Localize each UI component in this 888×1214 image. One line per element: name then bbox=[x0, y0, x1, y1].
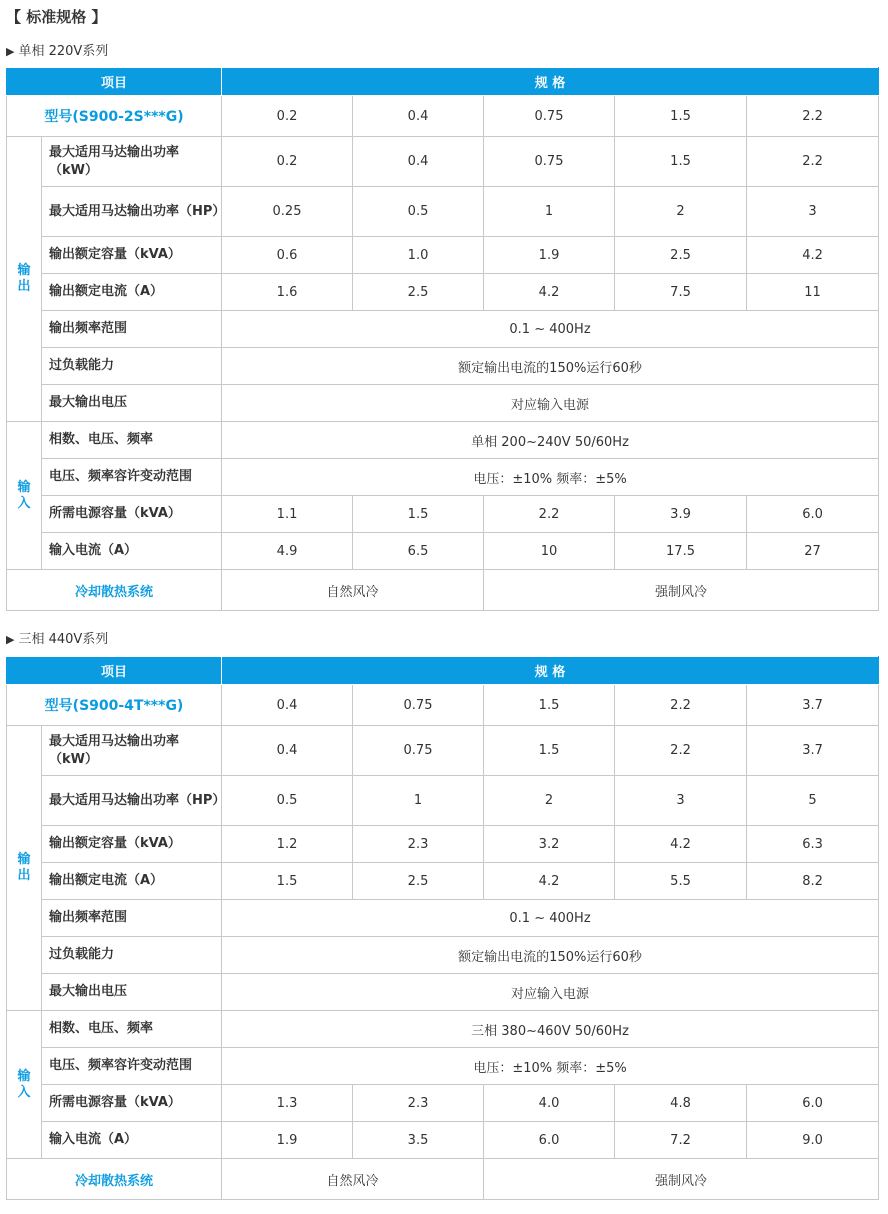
model-value: 0.75 bbox=[484, 96, 615, 137]
cell-value: 3.5 bbox=[353, 1122, 484, 1159]
spec-table-440v bbox=[6, 656, 879, 1200]
cell-value: 2.5 bbox=[353, 274, 484, 311]
model-value: 2.2 bbox=[615, 685, 747, 726]
cell-value: 6.0 bbox=[747, 496, 879, 533]
model-value: 3.7 bbox=[747, 685, 879, 726]
row-label: 输入电流（A） bbox=[42, 1122, 222, 1159]
input-group-cell bbox=[7, 422, 42, 570]
cell-span-value: 额定输出电流的150%运行60秒 bbox=[222, 937, 879, 974]
cell-value: 6.5 bbox=[353, 533, 484, 570]
series-title bbox=[6, 630, 108, 650]
triangle-right-icon: ▶ bbox=[6, 45, 15, 58]
triangle-right-icon: ▶ bbox=[6, 633, 15, 646]
model-value: 0.75 bbox=[353, 685, 484, 726]
cell-value: 0.5 bbox=[222, 776, 353, 826]
cell-value: 17.5 bbox=[615, 533, 747, 570]
cell-value: 1 bbox=[353, 776, 484, 826]
output-group-cell bbox=[7, 726, 42, 1011]
table-row bbox=[7, 1048, 879, 1085]
row-label: 最大输出电压 bbox=[42, 974, 222, 1011]
row-label: 电压、频率容许变动范围 bbox=[42, 459, 222, 496]
table-row bbox=[7, 937, 879, 974]
input-group-label: 输入 bbox=[17, 1068, 31, 1100]
table-row bbox=[7, 311, 879, 348]
cell-span-value: 额定输出电流的150%运行60秒 bbox=[222, 348, 879, 385]
input-group-label: 输入 bbox=[17, 479, 31, 511]
table-row bbox=[7, 459, 879, 496]
cell-value: 6.3 bbox=[747, 826, 879, 863]
cell-value: 1.5 bbox=[353, 496, 484, 533]
model-value: 0.4 bbox=[222, 685, 353, 726]
row-label: 输出频率范围 bbox=[42, 311, 222, 348]
cell-value: 1.9 bbox=[484, 237, 615, 274]
cell-span-value: 电压：±10% 频率：±5% bbox=[222, 1048, 879, 1085]
series-title bbox=[6, 42, 108, 62]
cell-value: 4.8 bbox=[615, 1085, 747, 1122]
cell-value: 2.2 bbox=[484, 496, 615, 533]
table-row bbox=[7, 776, 879, 826]
row-label: 最大适用马达输出功率（HP） bbox=[42, 776, 222, 826]
header-spec: 规 格 bbox=[222, 657, 879, 685]
table-row bbox=[7, 348, 879, 385]
cell-span-value: 对应输入电源 bbox=[222, 385, 879, 422]
cell-value: 6.0 bbox=[484, 1122, 615, 1159]
row-label: 过负载能力 bbox=[42, 348, 222, 385]
row-label: 相数、电压、频率 bbox=[42, 422, 222, 459]
spec-table-220v bbox=[6, 67, 879, 611]
cell-span-value: 0.1 ~ 400Hz bbox=[222, 900, 879, 937]
row-label: 电压、频率容许变动范围 bbox=[42, 1048, 222, 1085]
row-label: 输出额定电流（A） bbox=[42, 274, 222, 311]
row-label: 输出额定容量（kVA） bbox=[42, 237, 222, 274]
cooling-label: 冷却散热系统 bbox=[7, 570, 222, 611]
cell-value: 1.2 bbox=[222, 826, 353, 863]
cell-value: 1.6 bbox=[222, 274, 353, 311]
cell-value: 2.2 bbox=[747, 137, 879, 187]
model-value: 2.2 bbox=[747, 96, 879, 137]
cell-value: 4.2 bbox=[747, 237, 879, 274]
cell-value: 0.2 bbox=[222, 137, 353, 187]
table-row bbox=[7, 900, 879, 937]
table-row bbox=[7, 237, 879, 274]
cell-value: 8.2 bbox=[747, 863, 879, 900]
model-label: 型号(S900-2S***G) bbox=[7, 96, 222, 137]
row-label: 过负载能力 bbox=[42, 937, 222, 974]
cell-value: 6.0 bbox=[747, 1085, 879, 1122]
cell-value: 1.1 bbox=[222, 496, 353, 533]
table-row bbox=[7, 137, 879, 187]
row-label: 输入电流（A） bbox=[42, 533, 222, 570]
cell-value: 10 bbox=[484, 533, 615, 570]
cell-value: 0.75 bbox=[353, 726, 484, 776]
cooling-forced: 强制风冷 bbox=[484, 1159, 879, 1200]
cell-value: 0.75 bbox=[484, 137, 615, 187]
cooling-natural: 自然风冷 bbox=[222, 1159, 484, 1200]
cell-value: 1.0 bbox=[353, 237, 484, 274]
cell-value: 0.5 bbox=[353, 187, 484, 237]
model-row bbox=[7, 96, 879, 137]
cell-value: 4.0 bbox=[484, 1085, 615, 1122]
cell-span-value: 单相 200~240V 50/60Hz bbox=[222, 422, 879, 459]
model-value: 0.4 bbox=[353, 96, 484, 137]
cell-value: 9.0 bbox=[747, 1122, 879, 1159]
row-label: 最大适用马达输出功率（kW） bbox=[42, 726, 222, 776]
row-label: 输出频率范围 bbox=[42, 900, 222, 937]
cell-value: 7.2 bbox=[615, 1122, 747, 1159]
input-group-cell bbox=[7, 1011, 42, 1159]
header-spec: 规 格 bbox=[222, 68, 879, 96]
header-item: 项目 bbox=[7, 657, 222, 685]
cell-value: 3.9 bbox=[615, 496, 747, 533]
cell-value: 11 bbox=[747, 274, 879, 311]
cell-value: 1.5 bbox=[615, 137, 747, 187]
cell-value: 3.7 bbox=[747, 726, 879, 776]
cell-value: 4.2 bbox=[484, 274, 615, 311]
row-label: 最大适用马达输出功率（kW） bbox=[42, 137, 222, 187]
table-row bbox=[7, 533, 879, 570]
cell-value: 0.4 bbox=[353, 137, 484, 187]
cooling-natural: 自然风冷 bbox=[222, 570, 484, 611]
cell-value: 2.5 bbox=[353, 863, 484, 900]
cell-span-value: 0.1 ~ 400Hz bbox=[222, 311, 879, 348]
table-header-row bbox=[7, 68, 879, 96]
model-value: 1.5 bbox=[484, 685, 615, 726]
cell-value: 2.3 bbox=[353, 1085, 484, 1122]
row-label: 输出额定电流（A） bbox=[42, 863, 222, 900]
output-group-label: 输出 bbox=[17, 263, 31, 294]
table-row bbox=[7, 1122, 879, 1159]
row-label: 相数、电压、频率 bbox=[42, 1011, 222, 1048]
table-row bbox=[7, 274, 879, 311]
cell-value: 1.3 bbox=[222, 1085, 353, 1122]
series-title-text: 三相 440V系列 bbox=[18, 632, 109, 647]
cell-span-value: 三相 380~460V 50/60Hz bbox=[222, 1011, 879, 1048]
cell-value: 4.9 bbox=[222, 533, 353, 570]
cell-value: 4.2 bbox=[615, 826, 747, 863]
cell-value: 5 bbox=[747, 776, 879, 826]
cell-value: 2.2 bbox=[615, 726, 747, 776]
row-label: 输出额定容量（kVA） bbox=[42, 826, 222, 863]
cooling-row bbox=[7, 1159, 879, 1200]
output-group-label: 输出 bbox=[17, 852, 31, 883]
model-value: 0.2 bbox=[222, 96, 353, 137]
cell-value: 2.5 bbox=[615, 237, 747, 274]
cell-value: 3 bbox=[747, 187, 879, 237]
page-title: 【 标准规格 】 bbox=[6, 8, 107, 26]
row-label: 所需电源容量（kVA） bbox=[42, 496, 222, 533]
cell-span-value: 对应输入电源 bbox=[222, 974, 879, 1011]
table-row bbox=[7, 863, 879, 900]
cell-value: 1.9 bbox=[222, 1122, 353, 1159]
header-item: 项目 bbox=[7, 68, 222, 96]
row-label: 最大适用马达输出功率（HP） bbox=[42, 187, 222, 237]
cell-value: 0.25 bbox=[222, 187, 353, 237]
cell-value: 1.5 bbox=[222, 863, 353, 900]
cell-value: 5.5 bbox=[615, 863, 747, 900]
series-title-text: 单相 220V系列 bbox=[18, 44, 109, 59]
table-row bbox=[7, 422, 879, 459]
cooling-forced: 强制风冷 bbox=[484, 570, 879, 611]
table-row bbox=[7, 726, 879, 776]
cell-value: 1 bbox=[484, 187, 615, 237]
cooling-row bbox=[7, 570, 879, 611]
cell-value: 3 bbox=[615, 776, 747, 826]
cell-value: 2 bbox=[615, 187, 747, 237]
table-row bbox=[7, 1085, 879, 1122]
table-row bbox=[7, 385, 879, 422]
table-row bbox=[7, 1011, 879, 1048]
cell-value: 3.2 bbox=[484, 826, 615, 863]
table-header-row bbox=[7, 657, 879, 685]
cell-value: 2.3 bbox=[353, 826, 484, 863]
table-row bbox=[7, 974, 879, 1011]
cell-value: 0.6 bbox=[222, 237, 353, 274]
cell-span-value: 电压：±10% 频率：±5% bbox=[222, 459, 879, 496]
model-label: 型号(S900-4T***G) bbox=[7, 685, 222, 726]
cell-value: 2 bbox=[484, 776, 615, 826]
model-value: 1.5 bbox=[615, 96, 747, 137]
cooling-label: 冷却散热系统 bbox=[7, 1159, 222, 1200]
cell-value: 27 bbox=[747, 533, 879, 570]
cell-value: 4.2 bbox=[484, 863, 615, 900]
cell-value: 7.5 bbox=[615, 274, 747, 311]
cell-value: 1.5 bbox=[484, 726, 615, 776]
model-row bbox=[7, 685, 879, 726]
row-label: 所需电源容量（kVA） bbox=[42, 1085, 222, 1122]
table-row bbox=[7, 187, 879, 237]
cell-value: 0.4 bbox=[222, 726, 353, 776]
table-row bbox=[7, 496, 879, 533]
table-row bbox=[7, 826, 879, 863]
row-label: 最大输出电压 bbox=[42, 385, 222, 422]
output-group-cell bbox=[7, 137, 42, 422]
